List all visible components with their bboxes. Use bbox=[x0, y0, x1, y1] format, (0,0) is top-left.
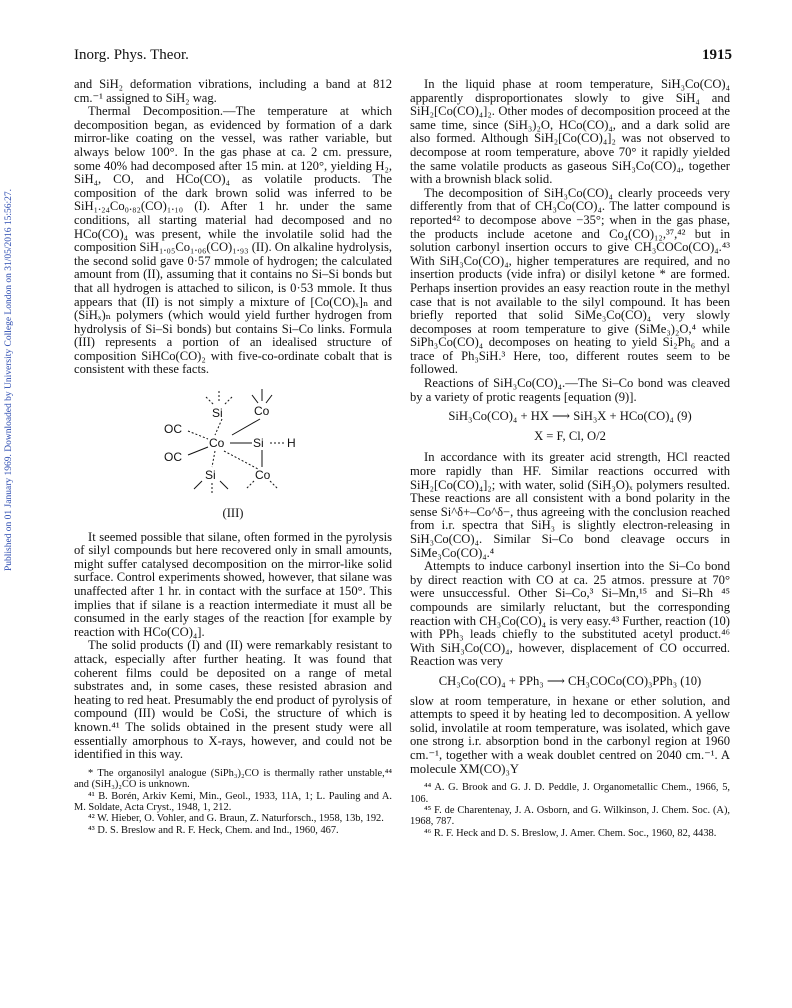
label-oc-top: OC bbox=[164, 422, 182, 437]
paragraph-silane: It seemed possible that silane, often formed in the pyrolysis of silyl compounds but here recovered only in small amounts, might suffer catalysed decomposition on the mirror-like solid surface. Control experiments showed, however, that silane was unaffected after 1 hr. in contact with the surface at 150°. This implies that if silane is a reaction intermediate it must all be consumed in the early stages of the reaction [for example by reaction with HCo(CO)₄]. bbox=[74, 529, 392, 639]
label-si-top: Si bbox=[212, 406, 223, 421]
paragraph: and SiH₂ deformation vibrations, including a band at 812 cm.⁻¹ assigned to SiH₂ wag. bbox=[74, 77, 392, 105]
reference-43: ⁴³ D. S. Breslow and R. F. Heck, Chem. and Ind., 1960, 467. bbox=[88, 824, 339, 836]
label-si-center: Si bbox=[253, 436, 264, 451]
reference-44: ⁴⁴ A. G. Brook and G. J. D. Peddle, J. Organometallic Chem., 1966, 5, 106. bbox=[410, 782, 730, 805]
left-column bbox=[74, 78, 392, 836]
equation-9-condition: X = F, Cl, O/2 bbox=[534, 428, 606, 443]
label-si-bottom: Si bbox=[205, 468, 216, 483]
label-h: H bbox=[287, 436, 296, 451]
label-co-top: Co bbox=[254, 404, 270, 419]
reference-45: ⁴⁵ F. de Charentenay, J. A. Osborn, and G. Wilkinson, J. Chem. Soc. (A), 1968, 787. bbox=[410, 804, 730, 828]
download-note: Published on 01 January 1969. Downloaded by University College London on 31/05/2016 15:56:27. bbox=[4, 188, 14, 572]
paragraph-acid-strength: In accordance with its greater acid strength, HCl reacted more rapidly than HF. Similar reactions occurred with SiH₂[Co(CO)₄]₂; with water, solid (SiH₃O)ₓ polymers resulted. These reactions are all consistent with a bond polarity in the sense Si^δ+–Co^δ−, thus agreeing with the conclusion reached from i.r. spectra that SiH₃ is slightly electron-releasing in SiH₃Co(CO)₄. Similar Si–Co bond cleavage occurs in SiMe₃Co(CO)₄.⁴ bbox=[410, 450, 730, 560]
structure-figure bbox=[74, 383, 392, 503]
label-co-center: Co bbox=[209, 436, 225, 451]
equation-10: CH₃Co(CO)₄ + PPh₃ ⟶ CH₃COCo(CO)₃PPh₃ (10) bbox=[438, 673, 702, 688]
page-header bbox=[74, 47, 732, 67]
footnote-star: * The organosilyl analogue (SiPh₃)₂CO is thermally rather unstable,⁴⁴ and (SiH₃)₂CO is unknown. bbox=[74, 767, 392, 791]
paragraph-slow-reaction: slow at room temperature, in hexane or ether solution, and attempts to speed it by heating led to decomposition. A yellow solid, involatile at room temperature, was isolated, which gave one strong i.r. absorption bond in the carbonyl region at 1960 cm.⁻¹, together with a weak doublet centred on 2040 cm.⁻¹. A molecule XM(CO)₃Y bbox=[410, 693, 730, 776]
page-number: 1915 bbox=[702, 47, 732, 63]
paragraph-solid-products: The solid products (I) and (II) were remarkably resistant to attack, especially after further heating. It was found that coherent films could be deposited on a range of metal substrates and, in some cases, these resisted abrasion and heating to red heat. Presumably the end product of pyrolysis of compound (III) would be CoSi, the structure of which is known.⁴¹ The solids obtained in the present study were all essentially amorphous to X-rays, however, and could not be identified in this way. bbox=[74, 638, 392, 762]
label-co-bottom: Co bbox=[255, 468, 271, 483]
download-watermark bbox=[2, 140, 16, 620]
structure-diagram bbox=[74, 383, 392, 503]
paragraph-liquid-phase: In the liquid phase at room temperature, SiH₃Co(CO)₄ apparently disproportionates slowly to give SiH₄ and SiH₂[Co(CO)₄]₂. Other modes of decomposition proceed at the same time, since (SiH₃)₂O, HCo(CO)₄, and a dark solid are also formed. Although SiH₂[Co(CO)₄]₂ was not observed to decompose at room temperature, above 70° it rapidly yielded the same volatile products as gaseous SiH₃Co(CO)₄, together with a brownish black solid. bbox=[410, 77, 730, 187]
paragraph-reactions-heading: Reactions of SiH₃Co(CO)₄.—The Si–Co bond was cleaved by a variety of protic reagents [equation (9)]. bbox=[410, 376, 730, 404]
right-column bbox=[410, 78, 730, 839]
paragraph-carbonyl-insertion: Attempts to induce carbonyl insertion into the Si–Co bond by direct reaction with CO at ca. 25 atmos. pressure at 70° were unsuccessful. Other Si–Co,³ Si–Mn,¹⁵ and Si–Rh ⁴⁵ compounds are similarly reluctant, but the corresponding reaction with CH₃Co(CO)₄ is very easy.⁴³ Further, reaction (10) with PPh₃ leads chiefly to the substituted acetyl product.⁴⁶ With SiH₃Co(CO)₄, however, displacement of CO occurred. Reaction was very bbox=[410, 559, 730, 669]
paragraph-thermal-decomposition: Thermal Decomposition.—The temperature at which decomposition began, as evidenced by formation of a dark mirror-like coating on the vessel, was rather variable, but always below 100°. In the gas phase at ca. 2 cm. pressure, some 40% had decomposed after 15 min. at 120°, yielding H₂, SiH₄, CO, and HCo(CO)₄ as volatile products. The composition of the dark brown solid was inferred to be SiH₁.₂₄Co₀.₈₂(CO)₁.₁₀ (I). After 1 hr. under the same conditions, all starting material had decomposed and no HCo(CO)₄ was present, while the involatile solid had the composition SiH₁.₀₅Co₁.₀₆(CO)₁.₉₃ (II). On alkaline hydrolysis, the second solid gave 0·57 mmole of hydrogen; the calculated amount from (II), assuming that it contains no Si–Si bonds but that all hydrogen is attached to silicon, is 0·53 mmole. It thus appears that (II) is not simply a mixture of [Co(CO)ₓ]ₙ and (SiHₓ)ₙ polymers (which would yield further hydrogen from hydrolysis of Si–Si bonds) but contains Si–Co links. Formula (III) represents a portion of an idealised structure of composition SiHCo(CO)₂ with five-co-ordinate cobalt that is consistent with these facts. bbox=[74, 104, 392, 377]
reference-42: ⁴² W. Hieber, O. Vohler, and G. Braun, Z. Naturforsch., 1958, 13b, 192. bbox=[88, 813, 384, 825]
paragraph-decomposition-comparison: The decomposition of SiH₃Co(CO)₄ clearly proceeds very differently from that of CH₃Co(CO)₄. The latter compound is reported⁴² to decompose above −35°; when in the gas phase, the products include acetone and Co₄(CO)₁₂,³⁷,⁴² but in solution carbonyl insertion occurs to give CH₃COCo(CO)₄.⁴³ With SiH₃Co(CO)₄, higher temperatures are required, and no insertion products (vide infra) or disilyl ketone * are formed. Perhaps insertion provides an easy reaction route in the methyl case that is not available to the silyl compound. It has been briefly reported that solid SiMe₃Co(CO)₄ very slowly decomposes at room temperature to give (SiMe₃)₂O,⁴ while SiPh₃Co(CO)₄ decomposes on heating to yield Si₂Ph₆ and a trace of Ph₃SiH.³ Here, too, different routes seem to be followed. bbox=[410, 185, 730, 377]
equation-9: SiH₃Co(CO)₄ + HX ⟶ SiH₃X + HCo(CO)₄ (9) bbox=[448, 409, 692, 424]
label-oc-bottom: OC bbox=[164, 450, 182, 465]
figure-caption: (III) bbox=[222, 506, 244, 521]
reference-46: ⁴⁶ R. F. Heck and D. S. Breslow, J. Amer. Chem. Soc., 1960, 82, 4438. bbox=[424, 827, 717, 839]
reference-41: ⁴¹ B. Borén, Arkiv Kemi, Min., Geol., 1933, 11A, 1; L. Pauling and A. M. Soldate, Acta Cryst., 1948, 1, 212. bbox=[74, 790, 392, 813]
journal-title: Inorg. Phys. Theor. bbox=[74, 47, 189, 63]
